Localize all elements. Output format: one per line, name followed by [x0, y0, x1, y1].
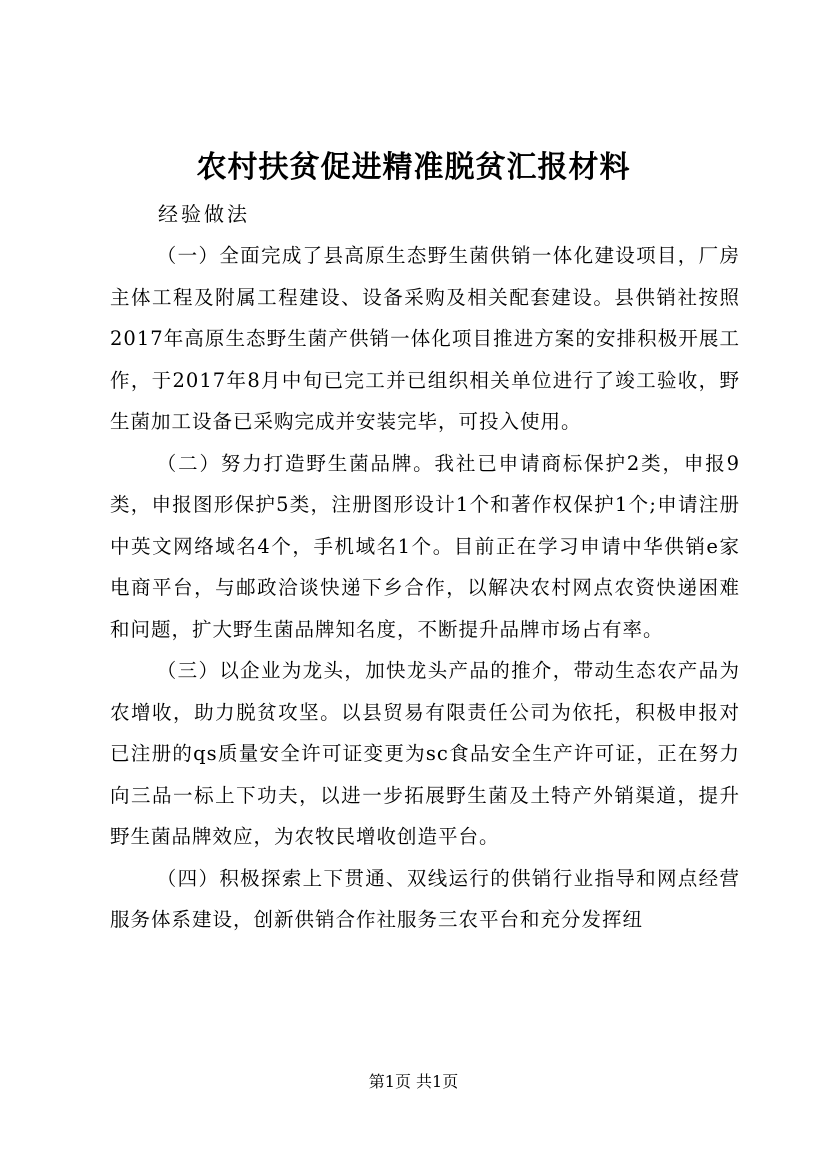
section-heading: 经验做法 — [158, 202, 250, 226]
document-body — [110, 235, 740, 941]
paragraph: （四）积极探索上下贯通、双线运行的供销行业指导和网点经营服务体系建设，创新供销合作社服务三农平台和充分发挥纽 — [110, 866, 740, 931]
paragraph: （一）全面完成了县高原生态野生菌供销一体化建设项目，厂房主体工程及附属工程建设、设备采购及相关配套建设。县供销社按照2017年高原生态野生菌产供销一体化项目推进方案的安排积极开展工作，于2017年8月中旬已完工并已组织相关单位进行了竣工验收，野生菌加工设备已采购完成并安装完毕，可投入使用。 — [110, 244, 740, 433]
paragraph: （二）努力打造野生菌品牌。我社已申请商标保护2类，申报9类，申报图形保护5类，注册图形设计1个和著作权保护1个;申请注册中英文网络域名4个，手机域名1个。目前正在学习申请中华供销e家电商平台，与邮政洽谈快递下乡合作，以解决农村网点农资快递困难和问题，扩大野生菌品牌知名度，不断提升品牌市场占有率。 — [110, 451, 740, 641]
page-footer: 第1页 共1页 — [368, 1072, 459, 1091]
document-title: 农村扶贫促进精准脱贫汇报材料 — [196, 150, 631, 185]
paragraph: （三）以企业为龙头，加快龙头产品的推介，带动生态农产品为农增收，助力脱贫攻坚。以县贸易有限责任公司为依托，积极申报对已注册的qs质量安全许可证变更为sc食品安全生产许可证，正在努力向三品一标上下功夫，以进一步拓展野生菌及土特产外销渠道，提升野生菌品牌效应，为农牧民增收创造平台。 — [110, 659, 740, 848]
